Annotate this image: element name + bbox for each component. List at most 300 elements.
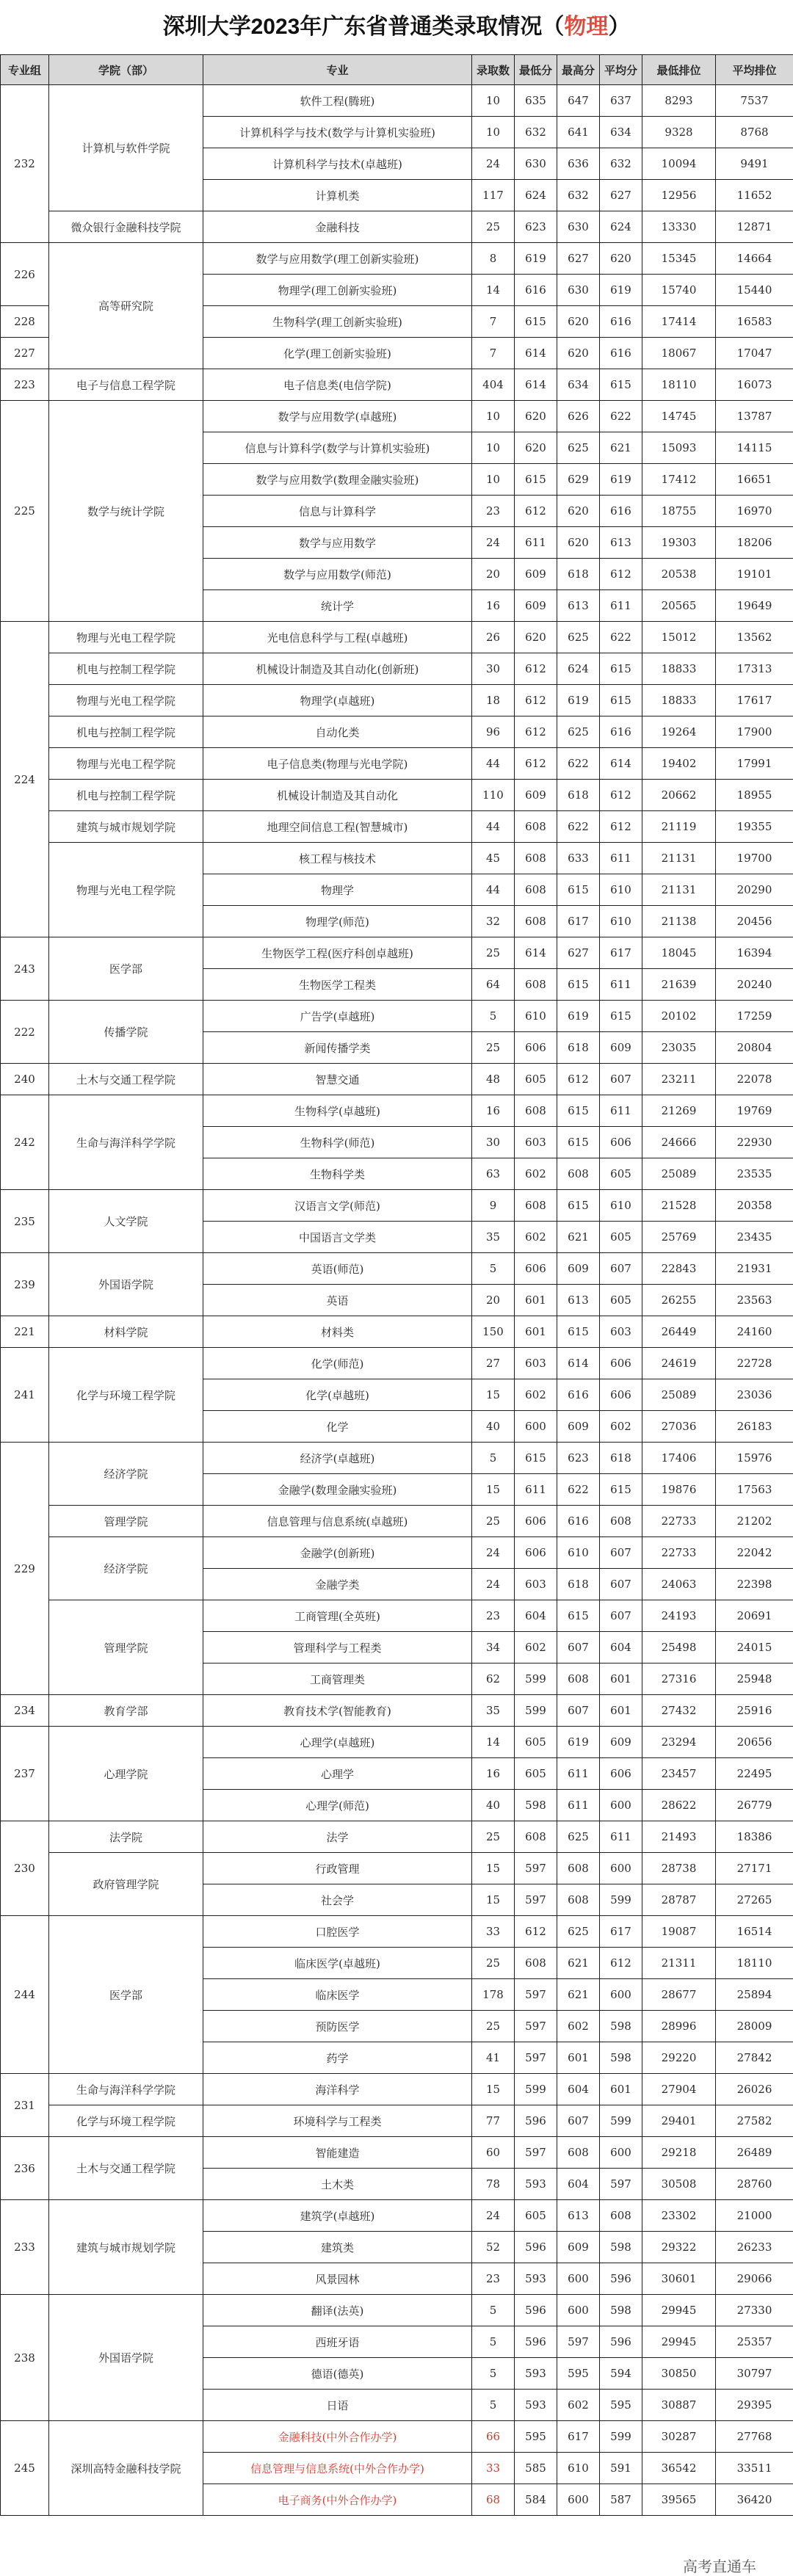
major-cell: 新闻传播学类	[203, 1032, 472, 1064]
count-cell: 48	[472, 1064, 515, 1095]
min-score-cell: 602	[515, 1379, 557, 1411]
min-score-cell: 614	[515, 338, 557, 369]
min-score-cell: 605	[515, 2200, 557, 2232]
count-cell: 96	[472, 716, 515, 748]
table-row	[1, 1506, 793, 1537]
min-rank-cell: 23302	[642, 2200, 716, 2232]
avg-rank-cell: 27842	[716, 2042, 793, 2074]
max-score-cell: 608	[557, 2137, 600, 2169]
major-cell: 生物科学(卓越班)	[203, 1095, 472, 1127]
major-cell: 土木类	[203, 2169, 472, 2200]
min-rank-cell: 28787	[642, 1884, 716, 1916]
avg-rank-cell: 27171	[716, 1853, 793, 1884]
college-cell: 建筑与城市规划学院	[49, 2200, 203, 2295]
avg-rank-cell: 14115	[716, 432, 793, 464]
min-score-cell: 606	[515, 1032, 557, 1064]
avg-score-cell: 604	[600, 1632, 642, 1663]
count-cell: 30	[472, 1127, 515, 1158]
max-score-cell: 625	[557, 1916, 600, 1948]
min-rank-cell: 15740	[642, 275, 716, 306]
title-main: 深圳大学2023年广东省普通类录取情况（	[162, 15, 565, 39]
count-cell: 78	[472, 2169, 515, 2200]
count-cell: 34	[472, 1632, 515, 1663]
min-rank-cell: 13330	[642, 211, 716, 243]
avg-rank-cell: 26489	[716, 2137, 793, 2169]
min-score-cell: 596	[515, 2326, 557, 2358]
min-score-cell: 614	[515, 369, 557, 401]
major-cell: 信息与计算科学(数学与计算机实验班)	[203, 432, 472, 464]
count-cell: 15	[472, 1884, 515, 1916]
major-cell: 工商管理(全英班)	[203, 1600, 472, 1632]
table-row	[1, 1695, 793, 1727]
avg-score-cell: 601	[600, 1695, 642, 1727]
table-row	[1, 1316, 793, 1348]
count-cell: 20	[472, 559, 515, 590]
avg-score-cell: 616	[600, 496, 642, 527]
table-row	[1, 2421, 793, 2453]
college-cell: 数学与统计学院	[49, 401, 203, 622]
avg-rank-cell: 18206	[716, 527, 793, 559]
major-cell: 数学与应用数学(数理金融实验班)	[203, 464, 472, 496]
count-cell: 63	[472, 1158, 515, 1190]
major-cell: 统计学	[203, 590, 472, 622]
avg-score-cell: 612	[600, 811, 642, 843]
max-score-cell: 626	[557, 401, 600, 432]
avg-score-cell: 622	[600, 401, 642, 432]
min-score-cell: 612	[515, 653, 557, 685]
major-cell: 心理学	[203, 1758, 472, 1790]
major-cell: 生物医学工程类	[203, 969, 472, 1001]
min-score-cell: 605	[515, 1727, 557, 1758]
major-cell: 翻译(法英)	[203, 2295, 472, 2326]
college-cell: 计算机与软件学院	[49, 85, 203, 211]
min-score-cell: 604	[515, 1600, 557, 1632]
min-score-cell: 608	[515, 843, 557, 874]
count-cell: 178	[472, 1979, 515, 2011]
min-rank-cell: 10094	[642, 148, 716, 180]
major-cell: 金融科技	[203, 211, 472, 243]
min-score-cell: 620	[515, 622, 557, 653]
max-score-cell: 647	[557, 85, 600, 117]
group-cell: 245	[1, 2421, 49, 2516]
avg-score-cell: 610	[600, 1190, 642, 1222]
min-rank-cell: 20538	[642, 559, 716, 590]
max-score-cell: 615	[557, 1190, 600, 1222]
avg-score-cell: 596	[600, 2263, 642, 2295]
table-row	[1, 2137, 793, 2169]
count-cell: 32	[472, 906, 515, 937]
max-score-cell: 615	[557, 1316, 600, 1348]
min-score-cell: 598	[515, 1790, 557, 1821]
table-row	[1, 1253, 793, 1285]
count-cell: 14	[472, 1727, 515, 1758]
table-row	[1, 1821, 793, 1853]
college-cell: 土木与交通工程学院	[49, 1064, 203, 1095]
min-rank-cell: 25769	[642, 1222, 716, 1253]
college-cell: 心理学院	[49, 1727, 203, 1821]
count-cell: 150	[472, 1316, 515, 1348]
min-rank-cell: 20565	[642, 590, 716, 622]
min-score-cell: 608	[515, 874, 557, 906]
max-score-cell: 629	[557, 464, 600, 496]
college-cell: 生命与海洋科学学院	[49, 1095, 203, 1190]
avg-rank-cell: 19101	[716, 559, 793, 590]
major-cell: 环境科学与工程类	[203, 2105, 472, 2137]
avg-score-cell: 598	[600, 2232, 642, 2263]
max-score-cell: 630	[557, 275, 600, 306]
max-score-cell: 602	[557, 2011, 600, 2042]
avg-rank-cell: 17900	[716, 716, 793, 748]
min-score-cell: 620	[515, 401, 557, 432]
count-cell: 24	[472, 148, 515, 180]
min-score-cell: 620	[515, 432, 557, 464]
avg-rank-cell: 22398	[716, 1569, 793, 1600]
college-cell: 医学部	[49, 1916, 203, 2074]
max-score-cell: 604	[557, 2169, 600, 2200]
avg-rank-cell: 30797	[716, 2358, 793, 2390]
table-row	[1, 843, 793, 874]
major-cell: 药学	[203, 2042, 472, 2074]
min-score-cell: 608	[515, 906, 557, 937]
avg-score-cell: 615	[600, 653, 642, 685]
min-score-cell: 599	[515, 2074, 557, 2105]
max-score-cell: 627	[557, 243, 600, 275]
avg-score-cell: 598	[600, 2042, 642, 2074]
avg-score-cell: 611	[600, 1095, 642, 1127]
count-cell: 62	[472, 1663, 515, 1695]
group-cell: 240	[1, 1064, 49, 1095]
min-rank-cell: 21269	[642, 1095, 716, 1127]
min-rank-cell: 15345	[642, 243, 716, 275]
min-rank-cell: 22733	[642, 1537, 716, 1569]
table-row	[1, 2074, 793, 2105]
table-row	[1, 622, 793, 653]
min-score-cell: 608	[515, 969, 557, 1001]
min-rank-cell: 23211	[642, 1064, 716, 1095]
min-rank-cell: 30601	[642, 2263, 716, 2295]
max-score-cell: 604	[557, 2074, 600, 2105]
avg-score-cell: 600	[600, 1790, 642, 1821]
count-cell: 25	[472, 1948, 515, 1979]
avg-rank-cell: 21202	[716, 1506, 793, 1537]
avg-rank-cell: 23435	[716, 1222, 793, 1253]
min-score-cell: 596	[515, 2232, 557, 2263]
avg-score-cell: 606	[600, 1348, 642, 1379]
max-score-cell: 618	[557, 1032, 600, 1064]
min-rank-cell: 24193	[642, 1600, 716, 1632]
count-cell: 23	[472, 2263, 515, 2295]
max-score-cell: 608	[557, 1884, 600, 1916]
max-score-cell: 611	[557, 1790, 600, 1821]
college-cell: 建筑与城市规划学院	[49, 811, 203, 843]
min-rank-cell: 28738	[642, 1853, 716, 1884]
major-cell: 化学(师范)	[203, 1348, 472, 1379]
count-cell: 52	[472, 2232, 515, 2263]
table-row	[1, 2200, 793, 2232]
college-cell: 机电与控制工程学院	[49, 716, 203, 748]
major-cell: 临床医学	[203, 1979, 472, 2011]
max-score-cell: 612	[557, 1064, 600, 1095]
count-cell: 16	[472, 1095, 515, 1127]
count-cell: 7	[472, 306, 515, 338]
min-score-cell: 611	[515, 527, 557, 559]
avg-rank-cell: 20691	[716, 1600, 793, 1632]
min-score-cell: 601	[515, 1316, 557, 1348]
avg-score-cell: 615	[600, 1001, 642, 1032]
max-score-cell: 624	[557, 653, 600, 685]
college-cell: 物理与光电工程学院	[49, 622, 203, 653]
min-score-cell: 608	[515, 1821, 557, 1853]
min-rank-cell: 18045	[642, 937, 716, 969]
count-cell: 35	[472, 1222, 515, 1253]
avg-rank-cell: 23563	[716, 1285, 793, 1316]
max-score-cell: 600	[557, 2295, 600, 2326]
college-cell: 法学院	[49, 1821, 203, 1853]
min-rank-cell: 24666	[642, 1127, 716, 1158]
min-rank-cell: 18110	[642, 369, 716, 401]
min-score-cell: 608	[515, 1095, 557, 1127]
max-score-cell: 608	[557, 1663, 600, 1695]
avg-rank-cell: 22042	[716, 1537, 793, 1569]
avg-rank-cell: 17313	[716, 653, 793, 685]
major-cell: 信息管理与信息系统(卓越班)	[203, 1506, 472, 1537]
min-rank-cell: 36542	[642, 2453, 716, 2484]
avg-score-cell: 612	[600, 559, 642, 590]
max-score-cell: 625	[557, 432, 600, 464]
avg-rank-cell: 26183	[716, 1411, 793, 1443]
min-rank-cell: 27904	[642, 2074, 716, 2105]
avg-score-cell: 602	[600, 1411, 642, 1443]
major-cell: 心理学(卓越班)	[203, 1727, 472, 1758]
max-score-cell: 622	[557, 811, 600, 843]
avg-rank-cell: 15440	[716, 275, 793, 306]
avg-score-cell: 606	[600, 1379, 642, 1411]
max-score-cell: 625	[557, 716, 600, 748]
max-score-cell: 607	[557, 2105, 600, 2137]
avg-rank-cell: 16514	[716, 1916, 793, 1948]
group-cell: 232	[1, 85, 49, 243]
max-score-cell: 615	[557, 969, 600, 1001]
avg-score-cell: 606	[600, 1127, 642, 1158]
count-cell: 8	[472, 243, 515, 275]
count-cell: 5	[472, 1443, 515, 1474]
college-cell: 管理学院	[49, 1600, 203, 1695]
min-rank-cell: 29945	[642, 2295, 716, 2326]
major-cell: 智能建造	[203, 2137, 472, 2169]
header-major: 专业	[203, 55, 472, 85]
max-score-cell: 616	[557, 1379, 600, 1411]
avg-rank-cell: 22728	[716, 1348, 793, 1379]
count-cell: 10	[472, 464, 515, 496]
count-cell: 26	[472, 622, 515, 653]
college-cell: 教育学部	[49, 1695, 203, 1727]
min-score-cell: 596	[515, 2295, 557, 2326]
avg-rank-cell: 19700	[716, 843, 793, 874]
count-cell: 25	[472, 2011, 515, 2042]
min-rank-cell: 21493	[642, 1821, 716, 1853]
avg-score-cell: 627	[600, 180, 642, 211]
avg-score-cell: 595	[600, 2390, 642, 2421]
min-score-cell: 619	[515, 243, 557, 275]
count-cell: 25	[472, 1821, 515, 1853]
major-cell: 数学与应用数学(卓越班)	[203, 401, 472, 432]
avg-rank-cell: 11652	[716, 180, 793, 211]
count-cell: 404	[472, 369, 515, 401]
avg-score-cell: 600	[600, 1853, 642, 1884]
min-rank-cell: 28677	[642, 1979, 716, 2011]
major-cell: 信息与计算科学	[203, 496, 472, 527]
major-cell: 中国语言文学类	[203, 1222, 472, 1253]
avg-rank-cell: 23036	[716, 1379, 793, 1411]
count-cell: 66	[472, 2421, 515, 2453]
table-row	[1, 1001, 793, 1032]
major-cell: 管理科学与工程类	[203, 1632, 472, 1663]
avg-rank-cell: 16394	[716, 937, 793, 969]
college-cell: 人文学院	[49, 1190, 203, 1253]
avg-rank-cell: 18386	[716, 1821, 793, 1853]
min-rank-cell: 20102	[642, 1001, 716, 1032]
avg-rank-cell: 36420	[716, 2484, 793, 2516]
major-cell: 海洋科学	[203, 2074, 472, 2105]
min-score-cell: 615	[515, 1443, 557, 1474]
avg-score-cell: 597	[600, 2169, 642, 2200]
max-score-cell: 620	[557, 338, 600, 369]
max-score-cell: 610	[557, 1537, 600, 1569]
college-cell: 高等研究院	[49, 243, 203, 369]
min-rank-cell: 30287	[642, 2421, 716, 2453]
avg-score-cell: 616	[600, 306, 642, 338]
avg-score-cell: 616	[600, 338, 642, 369]
min-rank-cell: 23457	[642, 1758, 716, 1790]
avg-rank-cell: 25916	[716, 1695, 793, 1727]
max-score-cell: 610	[557, 2453, 600, 2484]
max-score-cell: 641	[557, 117, 600, 148]
min-score-cell: 610	[515, 1001, 557, 1032]
max-score-cell: 609	[557, 1253, 600, 1285]
avg-rank-cell: 15976	[716, 1443, 793, 1474]
min-score-cell: 593	[515, 2358, 557, 2390]
max-score-cell: 619	[557, 685, 600, 716]
count-cell: 5	[472, 1001, 515, 1032]
min-score-cell: 606	[515, 1537, 557, 1569]
college-cell: 物理与光电工程学院	[49, 843, 203, 937]
max-score-cell: 623	[557, 1443, 600, 1474]
avg-score-cell: 611	[600, 590, 642, 622]
count-cell: 15	[472, 1474, 515, 1506]
min-score-cell: 614	[515, 937, 557, 969]
count-cell: 18	[472, 685, 515, 716]
min-score-cell: 635	[515, 85, 557, 117]
title-close: ）	[608, 15, 631, 39]
avg-score-cell: 614	[600, 748, 642, 780]
avg-score-cell: 605	[600, 1222, 642, 1253]
count-cell: 60	[472, 2137, 515, 2169]
count-cell: 15	[472, 1379, 515, 1411]
college-cell: 管理学院	[49, 1506, 203, 1537]
avg-rank-cell: 24015	[716, 1632, 793, 1663]
avg-score-cell: 608	[600, 2200, 642, 2232]
table-row	[1, 401, 793, 432]
major-cell: 物理学	[203, 874, 472, 906]
min-rank-cell: 18755	[642, 496, 716, 527]
college-cell: 物理与光电工程学院	[49, 685, 203, 716]
avg-rank-cell: 26779	[716, 1790, 793, 1821]
college-cell: 外国语学院	[49, 1253, 203, 1316]
max-score-cell: 609	[557, 2232, 600, 2263]
major-cell: 行政管理	[203, 1853, 472, 1884]
table-row	[1, 1537, 793, 1569]
group-cell: 238	[1, 2295, 49, 2421]
min-score-cell: 606	[515, 1506, 557, 1537]
table-row	[1, 937, 793, 969]
major-cell: 汉语言文学(师范)	[203, 1190, 472, 1222]
major-cell: 工商管理类	[203, 1663, 472, 1695]
college-cell: 物理与光电工程学院	[49, 748, 203, 780]
count-cell: 15	[472, 2074, 515, 2105]
avg-rank-cell: 25948	[716, 1663, 793, 1695]
min-rank-cell: 26255	[642, 1285, 716, 1316]
count-cell: 24	[472, 2200, 515, 2232]
major-cell: 口腔医学	[203, 1916, 472, 1948]
major-cell: 生物科学类	[203, 1158, 472, 1190]
count-cell: 64	[472, 969, 515, 1001]
min-rank-cell: 25089	[642, 1158, 716, 1190]
min-score-cell: 612	[515, 685, 557, 716]
group-cell: 230	[1, 1821, 49, 1916]
group-cell: 233	[1, 2200, 49, 2295]
min-rank-cell: 14745	[642, 401, 716, 432]
major-cell: 化学(理工创新实验班)	[203, 338, 472, 369]
min-score-cell: 597	[515, 2011, 557, 2042]
avg-rank-cell: 24160	[716, 1316, 793, 1348]
min-rank-cell: 15012	[642, 622, 716, 653]
count-cell: 25	[472, 1032, 515, 1064]
avg-score-cell: 620	[600, 243, 642, 275]
min-score-cell: 608	[515, 1190, 557, 1222]
table-body	[1, 85, 793, 2516]
group-cell: 228	[1, 306, 49, 338]
avg-score-cell: 609	[600, 1032, 642, 1064]
count-cell: 44	[472, 874, 515, 906]
min-rank-cell: 22843	[642, 1253, 716, 1285]
avg-score-cell: 637	[600, 85, 642, 117]
min-score-cell: 593	[515, 2390, 557, 2421]
avg-rank-cell: 27330	[716, 2295, 793, 2326]
avg-rank-cell: 16583	[716, 306, 793, 338]
page-title	[0, 0, 793, 54]
min-rank-cell: 17414	[642, 306, 716, 338]
min-score-cell: 596	[515, 2105, 557, 2137]
avg-rank-cell: 12871	[716, 211, 793, 243]
count-cell: 5	[472, 1253, 515, 1285]
count-cell: 40	[472, 1790, 515, 1821]
major-cell: 社会学	[203, 1884, 472, 1916]
max-score-cell: 607	[557, 1632, 600, 1663]
avg-rank-cell: 20804	[716, 1032, 793, 1064]
group-cell: 239	[1, 1253, 49, 1316]
major-cell: 生物医学工程(医疗科创卓越班)	[203, 937, 472, 969]
max-score-cell: 627	[557, 937, 600, 969]
avg-score-cell: 621	[600, 432, 642, 464]
count-cell: 5	[472, 2390, 515, 2421]
count-cell: 9	[472, 1190, 515, 1222]
min-score-cell: 585	[515, 2453, 557, 2484]
min-rank-cell: 21639	[642, 969, 716, 1001]
count-cell: 25	[472, 1506, 515, 1537]
avg-rank-cell: 19649	[716, 590, 793, 622]
max-score-cell: 620	[557, 306, 600, 338]
avg-score-cell: 600	[600, 2137, 642, 2169]
